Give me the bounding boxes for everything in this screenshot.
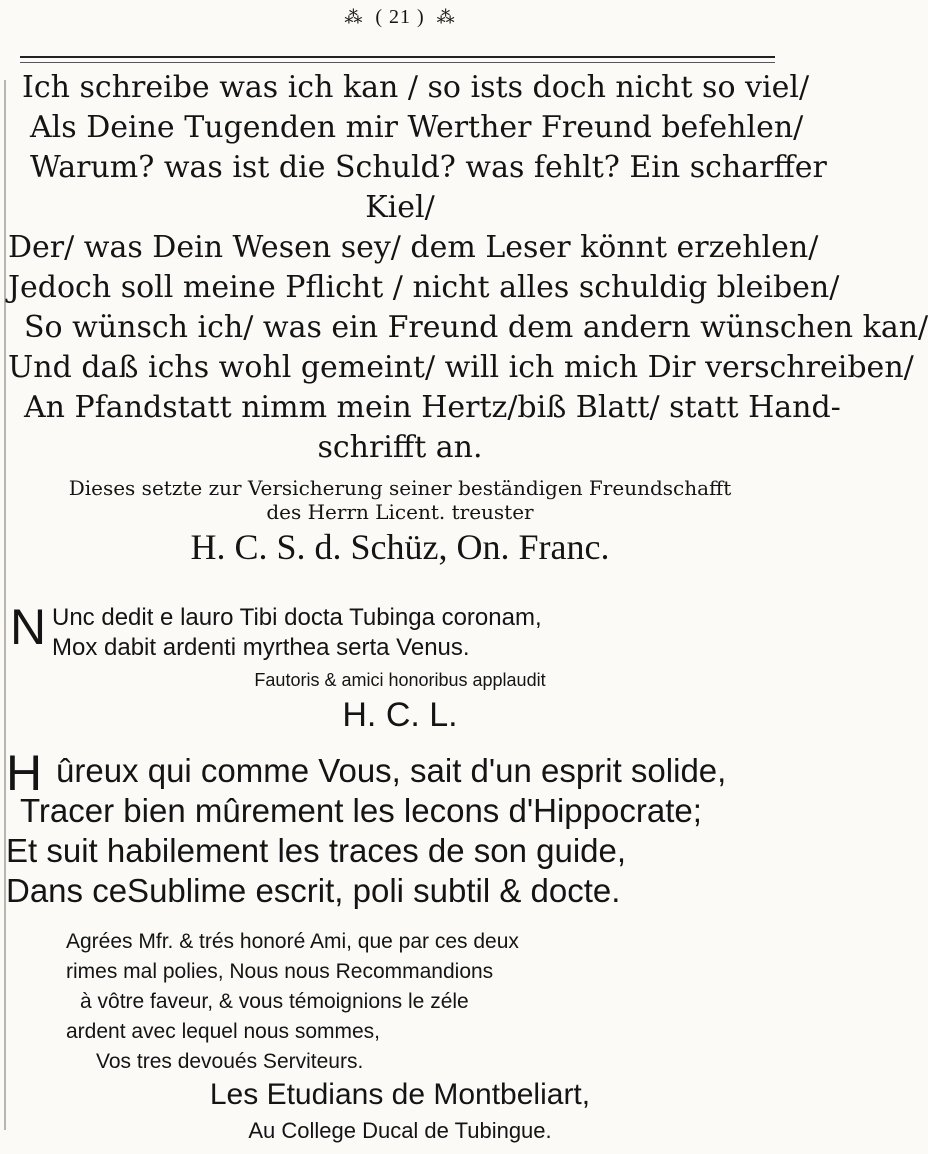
signature-schuz: H. C. S. d. Schüz, On. Franc. (190, 527, 610, 567)
german-line: Warum? was ist die Schuld? was fehlt? Ein scharffer (30, 150, 827, 185)
french-prose: ardent avec lequel nous sommes, (66, 1020, 381, 1043)
german-line: Und daß ichs wohl gemeint/ will ich mich Dir verschreiben/ (8, 350, 914, 385)
french-line: Tracer bien mûrement les lecons d'Hippocrate; (20, 792, 702, 829)
german-line: Jedoch soll meine Pflicht / nicht alles schuldig bleiben/ (8, 270, 840, 305)
signature-etudians: Les Etudians de Montbeliart, (209, 1078, 591, 1111)
place-line: Au College Ducal de Tubingue. (248, 1118, 552, 1143)
header-rule (20, 56, 775, 58)
german-line: schrifft an. (317, 430, 483, 465)
french-prose: à vôtre faveur, & vous témoignions le zéle (80, 990, 469, 1013)
french-prose: rimes mal polies, Nous nous Recommandions (66, 960, 494, 983)
latin-line: Mox dabit ardenti myrthea serta Venus. (52, 634, 470, 661)
german-line: Als Deine Tugenden mir Werther Freund befehlen/ (30, 110, 804, 145)
page-edge (4, 80, 6, 1130)
french-line: Et suit habilement les traces de son guide, (6, 832, 627, 869)
german-line: Kiel/ (365, 190, 435, 225)
latin-subscript: Fautoris & amici honoribus applaudit (254, 670, 546, 690)
page-number: ( 21 ) (375, 6, 425, 28)
ornament-left-icon: ⁂ (344, 7, 364, 27)
header-rule-thin (20, 62, 775, 63)
french-prose: Vos tres devoués Serviteurs. (96, 1050, 364, 1073)
dedication-line: Dieses setzte zur Versicherung seiner beständigen Freundschafft (68, 476, 732, 500)
german-line: An Pfandstatt nimm mein Hertz/biß Blatt/ statt Hand- (24, 390, 841, 425)
german-line: Ich schreibe was ich kan / so ists doch nicht so viel/ (22, 70, 810, 105)
french-line: ûreux qui comme Vous, sait d'un esprit solide, (56, 752, 727, 789)
ornament-right-icon: ⁂ (436, 7, 456, 27)
latin-line: Unc dedit e lauro Tibi docta Tubinga coronam, (52, 604, 542, 631)
page-header (0, 6, 800, 29)
latin-dropcap: N (10, 599, 47, 655)
french-prose: Agrées Mfr. & trés honoré Ami, que par ces deux (66, 930, 519, 953)
french-dropcap: H (6, 745, 43, 801)
german-line: So wünsch ich/ was ein Freund dem andern wünschen kan/ (24, 310, 928, 345)
dedication-line: des Herrn Licent. treuster (266, 500, 534, 524)
signature-hcl: H. C. L. (342, 696, 458, 734)
french-line: Dans ceSublime escrit, poli subtil & docte. (6, 872, 621, 909)
german-line: Der/ was Dein Wesen sey/ dem Leser könnt erzehlen/ (8, 230, 819, 265)
